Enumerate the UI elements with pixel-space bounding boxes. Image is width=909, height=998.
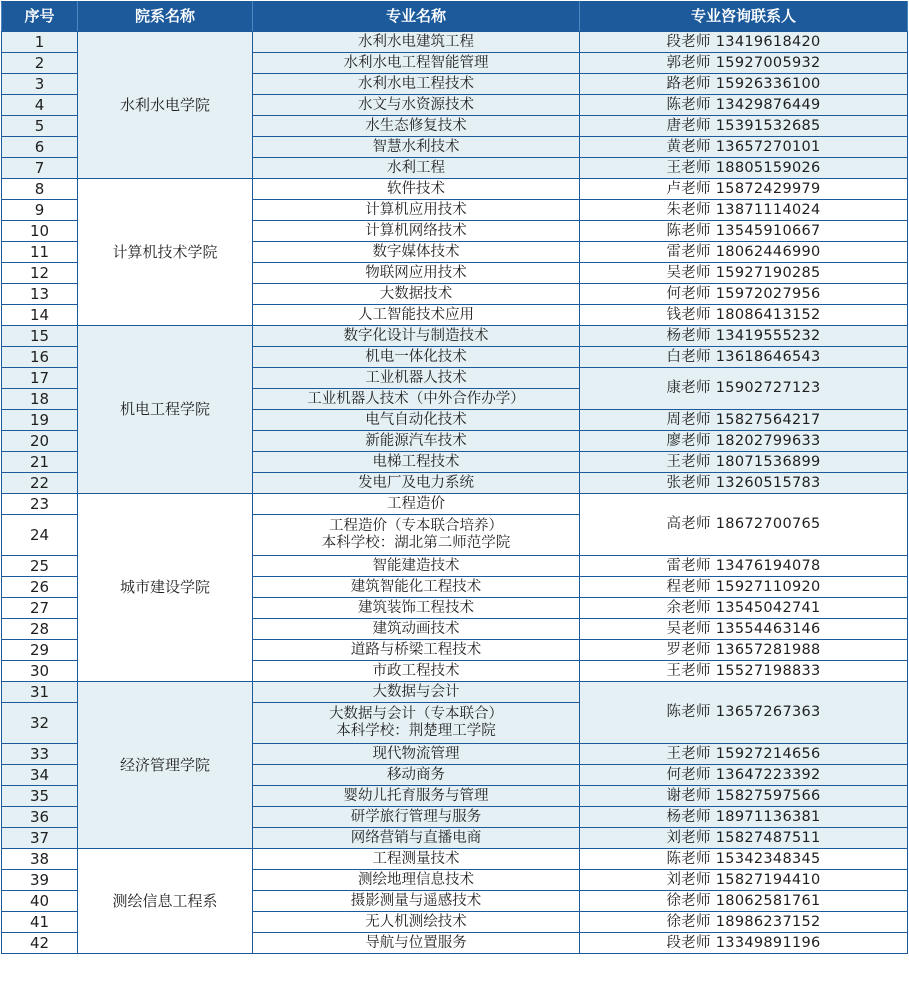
major-name: 计算机网络技术 — [365, 222, 467, 239]
contact-cell: 唐老师 15391532685 — [580, 116, 908, 137]
row-index: 40 — [2, 891, 78, 912]
major-cell — [253, 703, 580, 744]
major-cell — [253, 347, 580, 368]
major-cell — [253, 515, 580, 556]
contact-cell: 段老师 13349891196 — [580, 933, 908, 954]
major-name: 无人机测绘技术 — [365, 913, 467, 930]
row-index: 26 — [2, 577, 78, 598]
row-index: 2 — [2, 53, 78, 74]
major-name: 电梯工程技术 — [372, 453, 460, 470]
contact-cell: 路老师 15926336100 — [580, 74, 908, 95]
contact-cell: 雷老师 18062446990 — [580, 242, 908, 263]
major-name: 水利水电建筑工程 — [358, 33, 474, 50]
major-cell — [253, 473, 580, 494]
contact-cell: 徐老师 18986237152 — [580, 912, 908, 933]
row-index: 32 — [2, 703, 78, 744]
major-cell — [253, 598, 580, 619]
row-index: 38 — [2, 849, 78, 870]
major-cell — [253, 661, 580, 682]
major-name: 研学旅行管理与服务 — [350, 808, 482, 825]
contact-cell: 黄老师 13657270101 — [580, 137, 908, 158]
major-cell — [253, 912, 580, 933]
row-index: 36 — [2, 807, 78, 828]
contact-cell: 康老师 15902727123 — [580, 368, 908, 410]
major-name: 移动商务 — [387, 766, 445, 783]
major-note: 本科学校：湖北第二师范学院 — [321, 535, 511, 551]
contact-cell: 张老师 13260515783 — [580, 473, 908, 494]
major-name: 工业机器人技术 — [365, 369, 467, 386]
table-row — [2, 682, 908, 703]
contact-cell: 徐老师 18062581761 — [580, 891, 908, 912]
row-index: 42 — [2, 933, 78, 954]
contact-cell: 白老师 13618646543 — [580, 347, 908, 368]
contact-cell: 刘老师 15827487511 — [580, 828, 908, 849]
row-index: 35 — [2, 786, 78, 807]
row-index: 11 — [2, 242, 78, 263]
major-cell — [253, 116, 580, 137]
row-index: 6 — [2, 137, 78, 158]
row-index: 37 — [2, 828, 78, 849]
major-name: 工业机器人技术（中外合作办学） — [307, 390, 525, 407]
contact-cell: 郭老师 15927005932 — [580, 53, 908, 74]
row-index: 4 — [2, 95, 78, 116]
major-cell — [253, 640, 580, 661]
row-index: 8 — [2, 179, 78, 200]
row-index: 27 — [2, 598, 78, 619]
row-index: 14 — [2, 305, 78, 326]
major-name: 工程造价 — [387, 495, 445, 512]
major-cell — [253, 74, 580, 95]
major-cell — [253, 828, 580, 849]
row-index: 28 — [2, 619, 78, 640]
major-cell — [253, 410, 580, 431]
contact-cell: 何老师 13647223392 — [580, 765, 908, 786]
department-cell: 经济管理学院 — [78, 682, 253, 849]
contact-cell: 罗老师 13657281988 — [580, 640, 908, 661]
major-name: 软件技术 — [387, 180, 445, 197]
row-index: 39 — [2, 870, 78, 891]
major-cell — [253, 326, 580, 347]
major-note: 本科学校：荆楚理工学院 — [336, 723, 496, 739]
header-contact: 专业咨询联系人 — [580, 2, 908, 32]
contact-cell: 何老师 15972027956 — [580, 284, 908, 305]
major-name: 道路与桥梁工程技术 — [350, 641, 482, 658]
major-cell — [253, 744, 580, 765]
major-cell — [253, 494, 580, 515]
row-index: 5 — [2, 116, 78, 137]
row-index: 29 — [2, 640, 78, 661]
row-index: 10 — [2, 221, 78, 242]
major-cell — [253, 284, 580, 305]
major-name: 水利水电工程技术 — [358, 75, 474, 92]
major-name: 建筑智能化工程技术 — [350, 578, 482, 595]
contact-cell: 王老师 15927214656 — [580, 744, 908, 765]
department-cell: 计算机技术学院 — [78, 179, 253, 326]
contact-cell: 吴老师 15927190285 — [580, 263, 908, 284]
major-cell — [253, 200, 580, 221]
row-index: 31 — [2, 682, 78, 703]
major-name: 现代物流管理 — [372, 745, 460, 762]
major-cell — [253, 619, 580, 640]
major-name: 建筑动画技术 — [372, 620, 460, 637]
row-index: 33 — [2, 744, 78, 765]
contact-cell: 陈老师 15342348345 — [580, 849, 908, 870]
department-cell: 机电工程学院 — [78, 326, 253, 494]
major-cell — [253, 179, 580, 200]
row-index: 21 — [2, 452, 78, 473]
majors-contact-table — [1, 1, 908, 954]
major-cell — [253, 53, 580, 74]
major-cell — [253, 849, 580, 870]
major-cell — [253, 263, 580, 284]
major-name: 水生态修复技术 — [365, 117, 467, 134]
row-index: 23 — [2, 494, 78, 515]
row-index: 22 — [2, 473, 78, 494]
row-index: 12 — [2, 263, 78, 284]
row-index: 34 — [2, 765, 78, 786]
row-index: 19 — [2, 410, 78, 431]
major-cell — [253, 368, 580, 389]
major-name: 人工智能技术应用 — [358, 306, 474, 323]
major-cell — [253, 242, 580, 263]
contact-cell: 陈老师 13657267363 — [580, 682, 908, 744]
table-row — [2, 32, 908, 53]
row-index: 7 — [2, 158, 78, 179]
major-name: 大数据与会计 — [372, 683, 460, 700]
table-row — [2, 849, 908, 870]
major-name: 数字化设计与制造技术 — [343, 327, 489, 344]
major-name: 建筑装饰工程技术 — [358, 599, 474, 616]
contact-cell: 吴老师 13554463146 — [580, 619, 908, 640]
major-name: 水文与水资源技术 — [358, 96, 474, 113]
major-cell — [253, 221, 580, 242]
contact-cell: 段老师 13419618420 — [580, 32, 908, 53]
major-cell — [253, 765, 580, 786]
major-cell — [253, 389, 580, 410]
row-index: 13 — [2, 284, 78, 305]
major-cell — [253, 305, 580, 326]
row-index: 15 — [2, 326, 78, 347]
major-name: 摄影测量与遥感技术 — [350, 892, 482, 909]
contact-cell: 周老师 15827564217 — [580, 410, 908, 431]
major-cell — [253, 933, 580, 954]
table-row — [2, 326, 908, 347]
row-index: 1 — [2, 32, 78, 53]
contact-cell: 王老师 18805159026 — [580, 158, 908, 179]
department-cell: 水利水电学院 — [78, 32, 253, 179]
contact-cell: 雷老师 13476194078 — [580, 556, 908, 577]
row-index: 30 — [2, 661, 78, 682]
row-index: 25 — [2, 556, 78, 577]
major-cell — [253, 786, 580, 807]
contact-cell: 谢老师 15827597566 — [580, 786, 908, 807]
row-index: 9 — [2, 200, 78, 221]
major-name: 发电厂及电力系统 — [358, 474, 474, 491]
major-name: 市政工程技术 — [372, 662, 460, 679]
major-name: 智慧水利技术 — [372, 138, 460, 155]
major-cell — [253, 158, 580, 179]
contact-cell: 王老师 15527198833 — [580, 661, 908, 682]
major-cell — [253, 95, 580, 116]
contact-cell: 卢老师 15872429979 — [580, 179, 908, 200]
contact-cell: 朱老师 13871114024 — [580, 200, 908, 221]
major-name: 大数据与会计（专本联合） — [329, 706, 503, 722]
major-cell — [253, 32, 580, 53]
contact-cell: 陈老师 13429876449 — [580, 95, 908, 116]
major-name: 水利工程 — [387, 159, 445, 176]
major-name: 工程造价（专本联合培养） — [329, 518, 503, 534]
major-name: 智能建造技术 — [372, 557, 460, 574]
major-cell — [253, 431, 580, 452]
major-cell — [253, 870, 580, 891]
header-department: 院系名称 — [78, 2, 253, 32]
major-name: 电气自动化技术 — [365, 411, 467, 428]
major-cell — [253, 682, 580, 703]
header-index: 序号 — [2, 2, 78, 32]
contact-cell: 陈老师 13545910667 — [580, 221, 908, 242]
contact-cell: 杨老师 13419555232 — [580, 326, 908, 347]
table-header — [2, 2, 908, 32]
contact-cell: 王老师 18071536899 — [580, 452, 908, 473]
contact-cell: 廖老师 18202799633 — [580, 431, 908, 452]
major-cell — [253, 807, 580, 828]
table-body — [2, 32, 908, 954]
major-name: 测绘地理信息技术 — [358, 871, 474, 888]
major-name: 婴幼儿托育服务与管理 — [343, 787, 489, 804]
major-name: 网络营销与直播电商 — [350, 829, 482, 846]
major-name: 大数据技术 — [379, 285, 453, 302]
header-row — [2, 2, 908, 32]
major-cell — [253, 137, 580, 158]
row-index: 24 — [2, 515, 78, 556]
major-name: 物联网应用技术 — [365, 264, 467, 281]
major-name: 水利水电工程智能管理 — [343, 54, 489, 71]
major-cell — [253, 556, 580, 577]
major-cell — [253, 452, 580, 473]
contact-cell: 杨老师 18971136381 — [580, 807, 908, 828]
contact-cell: 钱老师 18086413152 — [580, 305, 908, 326]
row-index: 41 — [2, 912, 78, 933]
contact-cell: 刘老师 15827194410 — [580, 870, 908, 891]
department-cell: 城市建设学院 — [78, 494, 253, 682]
row-index: 20 — [2, 431, 78, 452]
row-index: 17 — [2, 368, 78, 389]
major-name: 计算机应用技术 — [365, 201, 467, 218]
table-row — [2, 179, 908, 200]
department-cell: 测绘信息工程系 — [78, 849, 253, 954]
header-major: 专业名称 — [253, 2, 580, 32]
row-index: 3 — [2, 74, 78, 95]
contact-cell: 高老师 18672700765 — [580, 494, 908, 556]
major-cell — [253, 891, 580, 912]
row-index: 18 — [2, 389, 78, 410]
major-cell — [253, 577, 580, 598]
major-name: 工程测量技术 — [372, 850, 460, 867]
major-name: 机电一体化技术 — [365, 348, 467, 365]
contact-cell: 余老师 13545042741 — [580, 598, 908, 619]
major-name: 数字媒体技术 — [372, 243, 460, 260]
major-name: 导航与位置服务 — [365, 934, 467, 951]
table-row — [2, 494, 908, 515]
row-index: 16 — [2, 347, 78, 368]
contact-cell: 程老师 15927110920 — [580, 577, 908, 598]
major-name: 新能源汽车技术 — [365, 432, 467, 449]
